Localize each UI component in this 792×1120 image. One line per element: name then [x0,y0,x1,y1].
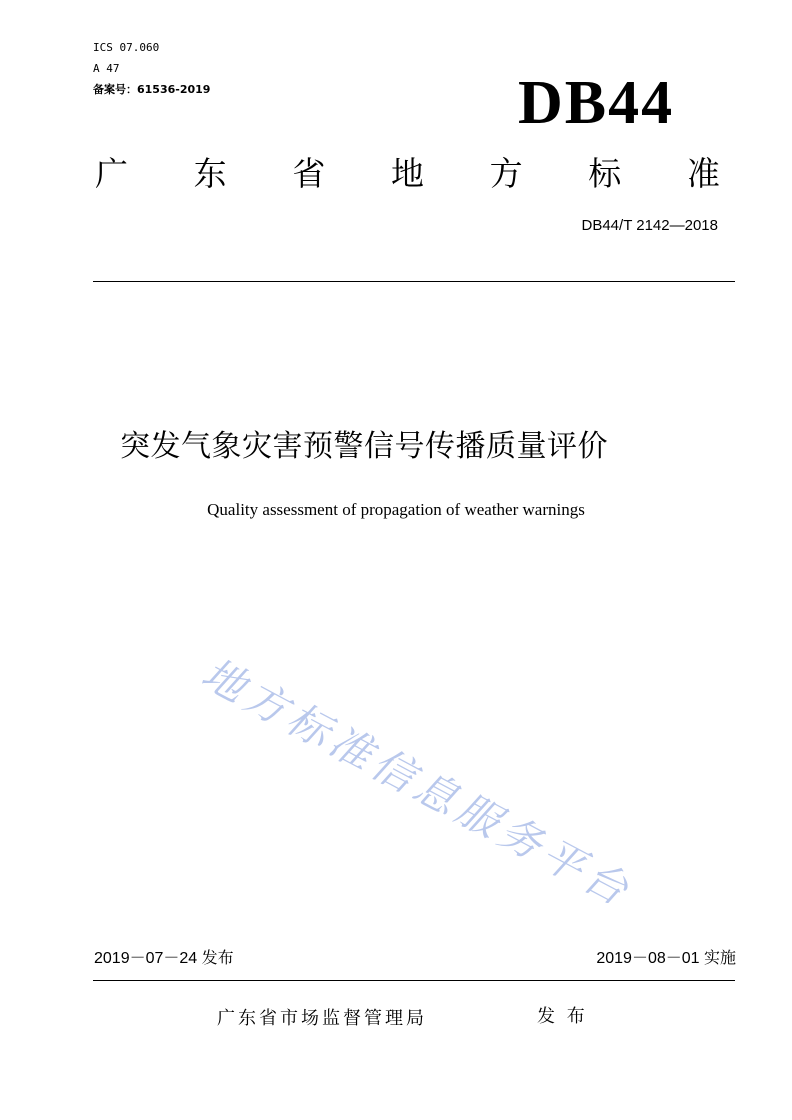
standard-type-char: 标 [588,154,622,193]
standard-type-char: 方 [489,154,523,193]
document-title: 突发气象灾害预警信号传播质量评价 [120,429,608,464]
standard-type-heading [95,152,720,196]
watermark-text: 地方标准信息服务平台 [193,648,641,918]
standard-type-char: 广 [95,154,128,193]
issue-label: 发 布 [537,1006,588,1027]
english-title: Quality assessment of propagation of weather warnings [207,500,585,519]
bottom-divider [93,980,735,981]
db-logo: DB44 [518,69,675,137]
standard-type-char: 准 [686,154,720,193]
top-divider [93,281,735,282]
standard-type-char: 地 [390,154,424,193]
issuing-authority: 广东省市场监督管理局 [217,1008,427,1029]
standard-type-char: 省 [292,154,326,193]
ics-code: ICS 07.060 [93,41,160,54]
standard-number: DB44/T 2142—2018 [581,217,718,234]
record-number: 备案号：61536-2019 [93,83,211,96]
publish-date: 2019－07－24 发布 [94,950,234,967]
standard-type-char: 东 [193,154,227,193]
classification-code: A 47 [93,62,120,75]
implementation-date: 2019－08－01 实施 [596,950,736,967]
